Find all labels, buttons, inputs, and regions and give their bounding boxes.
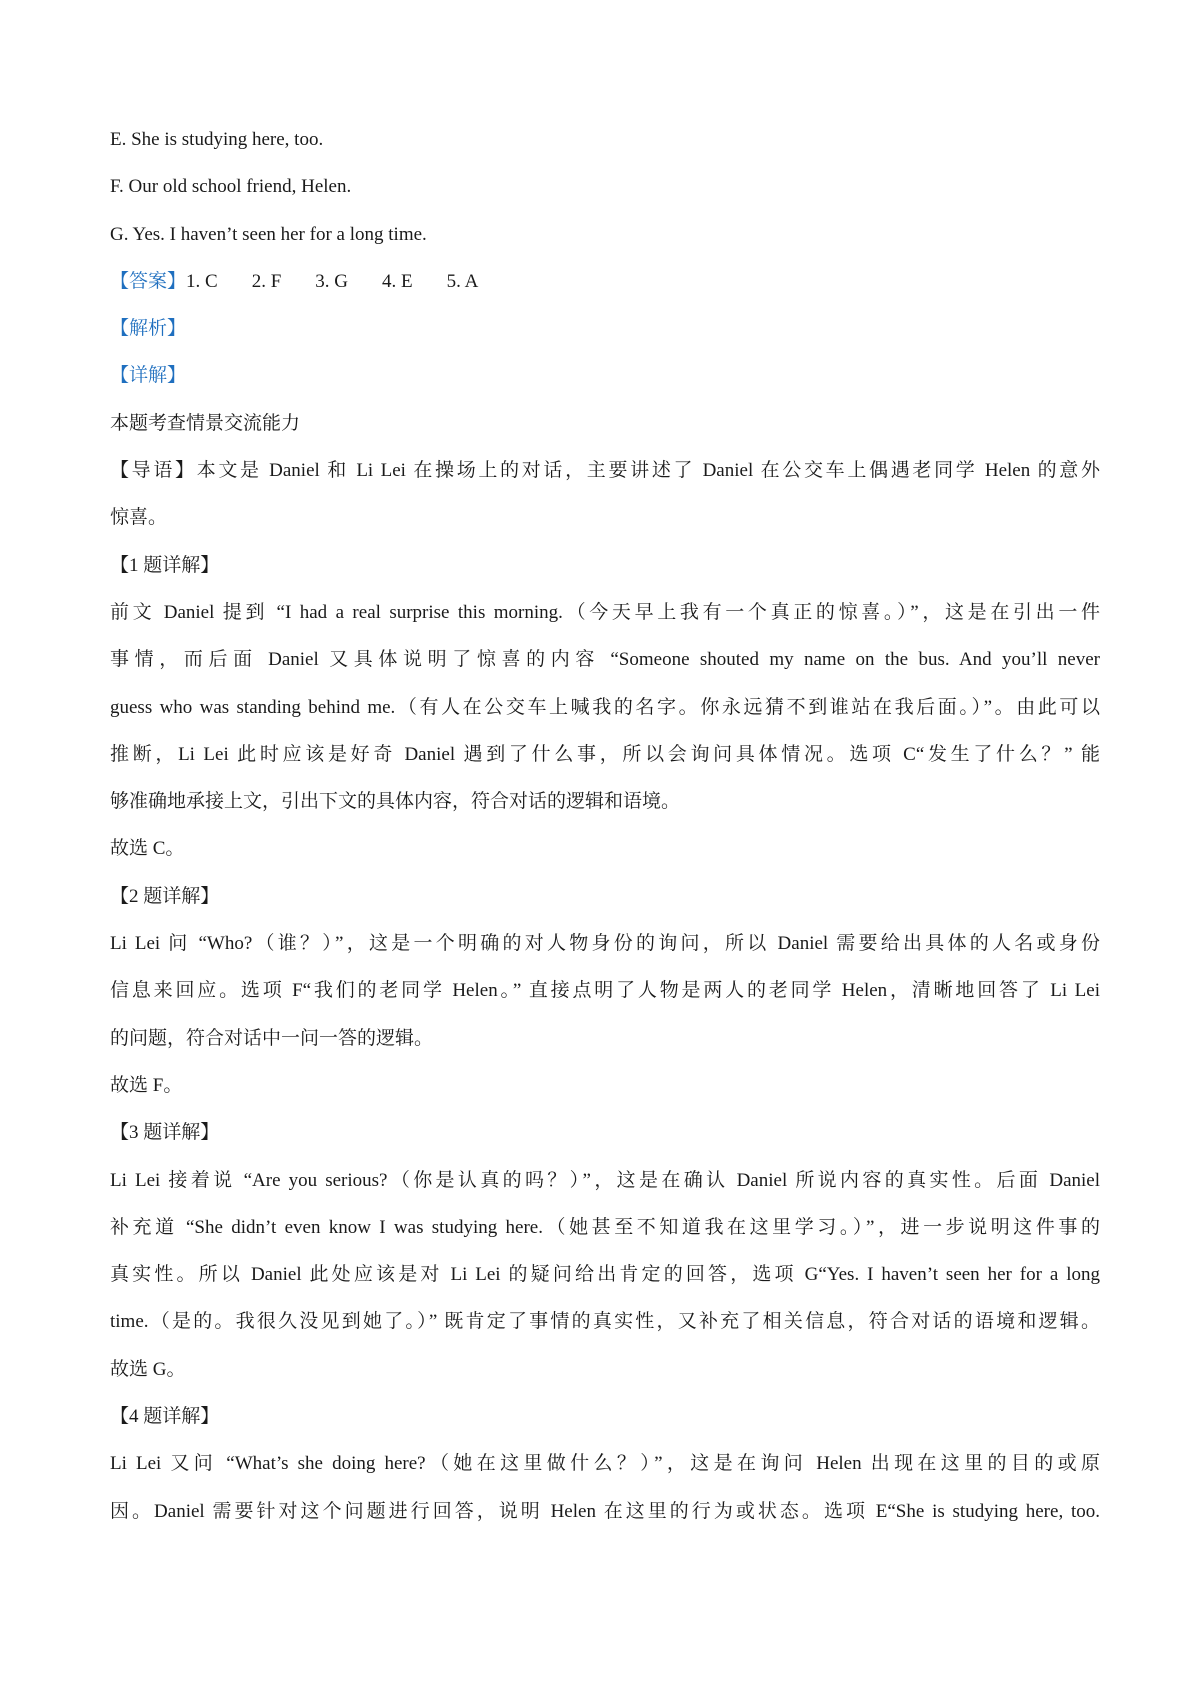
q1-line: 前文 Daniel 提到 “I had a real surprise this morning.（今天早上我有一个真正的惊喜。）”，这是在引出一件 bbox=[110, 601, 1100, 623]
answer-label: 【答案】 bbox=[110, 270, 187, 292]
q4-line: 因。Daniel 需要针对这个问题进行回答，说明 Helen 在这里的行为或状态。选项 E“She is studying here, too. bbox=[110, 1500, 1100, 1522]
answer-item: 2. F bbox=[251, 270, 282, 292]
answer-item: 3. G bbox=[315, 270, 349, 292]
q2-choice: 故选 F。 bbox=[110, 1074, 183, 1096]
q1-line: 推断，Li Lei 此时应该是好奇 Daniel 遇到了什么事，所以会询问具体情况。选项 C“发生了什么？” 能 bbox=[110, 743, 1100, 765]
q3-choice: 故选 G。 bbox=[110, 1358, 186, 1380]
q2-line: 的问题，符合对话中一问一答的逻辑。 bbox=[110, 1027, 434, 1049]
q4-heading: 【4 题详解】 bbox=[110, 1406, 220, 1428]
answer-item: 5. A bbox=[446, 270, 479, 292]
q2-heading: 【2 题详解】 bbox=[110, 885, 220, 907]
q2-line: 信息来回应。选项 F“我们的老同学 Helen。” 直接点明了人物是两人的老同学 Helen，清晰地回答了 Li Lei bbox=[110, 980, 1100, 1002]
q4-line: Li Lei 又问 “What’s she doing here?（她在这里做什么？）”，这是在询问 Helen 出现在这里的目的或原 bbox=[110, 1453, 1100, 1475]
q1-line: 事情，而后面 Daniel 又具体说明了惊喜的内容 “Someone shouted my name on the bus. And you’ll never bbox=[110, 649, 1100, 671]
q1-line: guess who was standing behind me.（有人在公交车上喊我的名字。你永远猜不到谁站在我后面。）”。由此可以 bbox=[110, 696, 1100, 718]
q3-line: Li Lei 接着说 “Are you serious?（你是认真的吗？）”，这是在确认 Daniel 所说内容的真实性。后面 Daniel bbox=[110, 1169, 1100, 1191]
option-g: G. Yes. I haven’t seen her for a long time. bbox=[110, 223, 427, 245]
q2-line: Li Lei 问 “Who?（谁？）”，这是一个明确的对人物身份的询问，所以 Daniel 需要给出具体的人名或身份 bbox=[110, 933, 1100, 955]
q3-line: time.（是的。我很久没见到她了。）” 既肯定了事情的真实性，又补充了相关信息，符合对话的语境和逻辑。 bbox=[110, 1311, 1100, 1333]
q1-heading: 【1 题详解】 bbox=[110, 554, 220, 576]
topic-line: 本题考查情景交流能力 bbox=[110, 412, 301, 434]
guide-line: 【导语】本文是 Daniel 和 Li Lei 在操场上的对话，主要讲述了 Daniel 在公交车上偶遇老同学 Helen 的意外 bbox=[110, 460, 1100, 482]
option-e: E. She is studying here, too. bbox=[110, 129, 324, 150]
guide-line: 惊喜。 bbox=[110, 507, 168, 529]
q1-line: 够准确地承接上文，引出下文的具体内容，符合对话的逻辑和语境。 bbox=[110, 791, 681, 813]
option-f: F. Our old school friend, Helen. bbox=[110, 176, 352, 198]
answer-line bbox=[110, 258, 1100, 305]
q1-choice: 故选 C。 bbox=[110, 838, 185, 860]
answer-item: 1. C bbox=[186, 270, 218, 292]
document-page bbox=[110, 116, 1100, 1535]
q3-heading: 【3 题详解】 bbox=[110, 1122, 220, 1144]
q3-line: 补充道 “She didn’t even know I was studying here.（她甚至不知道我在这里学习。）”，进一步说明这件事的 bbox=[110, 1216, 1100, 1238]
answer-item: 4. E bbox=[382, 270, 413, 292]
q3-line: 真实性。所以 Daniel 此处应该是对 Li Lei 的疑问给出肯定的回答，选项 G“Yes. I haven’t seen her for a long bbox=[110, 1264, 1100, 1286]
detail-label: 【详解】 bbox=[110, 365, 187, 387]
analysis-label: 【解析】 bbox=[110, 318, 187, 340]
